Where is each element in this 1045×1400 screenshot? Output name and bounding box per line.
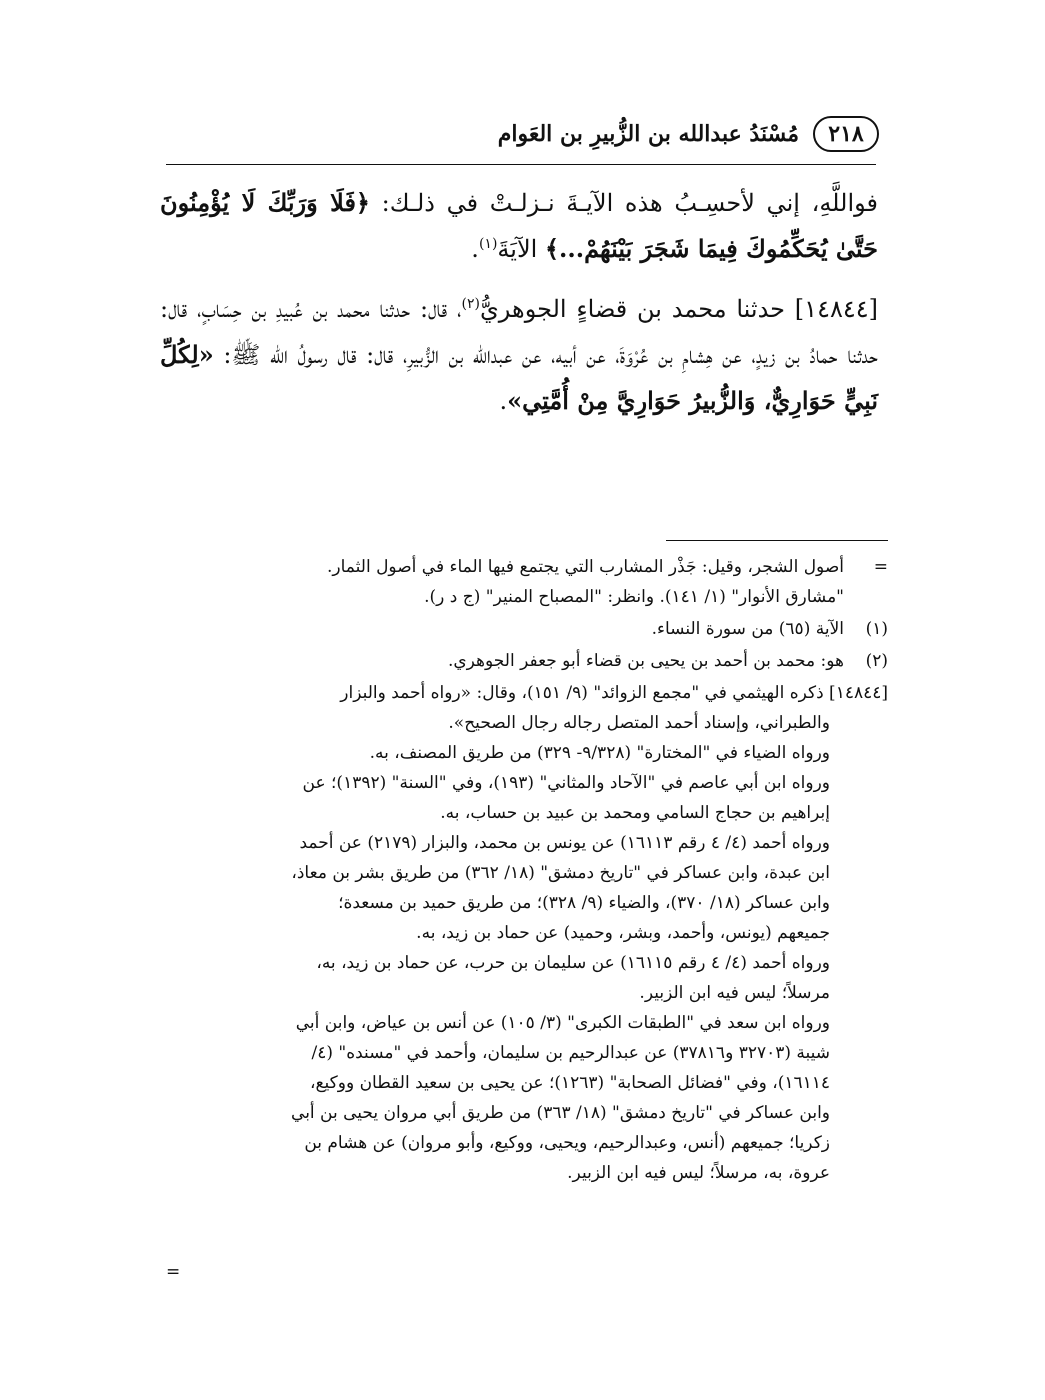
footnote-ref-1[interactable]: (١) [478,236,498,252]
paragraph-hadith [160,286,878,424]
footnote-line: مرسلاً؛ ليس فيه ابن الزبير. [639,983,830,1003]
verse-outro: الآيَةَ [497,235,545,263]
running-title: مُسْنَدُ عبدالله بن الزُّبيرِ بن العَوام [497,121,799,147]
page-number: ٢١٨ [828,121,864,147]
footnote-divider [666,540,888,541]
footnote-2-marker: (٢) [865,651,888,671]
footnote-line: ورواه أحمد (٤/ ٤ رقم ١٦١١٥) عن سليمان بن حرب، عن حماد بن زيد، به، [316,953,830,973]
footnote-1-marker: (١) [865,619,888,639]
footnotes [162,552,888,1188]
footnote-line: أصول الشجر، وقيل: جَذْر المشارب التي يجتمع فيها الماء في أصول الثمار. [327,557,844,577]
continuation-marker: = [873,557,888,577]
verse-intro: فواللَّهِ، إني لأحسِـبُ هذه الآيـةَ نـزلـتْ في ذلـك: [369,189,878,217]
footnote-2 [162,646,888,676]
footnote-1-text: الآية (٦٥) من سورة النساء. [651,619,844,639]
page-number-badge [813,116,879,152]
continuation-body [162,552,844,612]
footnote-line: ١٦١١٤)، وفي "فضائل الصحابة" (١٢٦٣)؛ عن يحيى بن سعيد القطان ووكيع، [309,1073,830,1093]
verse-end: . [471,235,479,263]
footnote-line: ورواه ابن سعد في "الطبقات الكبرى" (٣/ ١٠٥) عن أنس بن عياض، وابن أبي [295,1013,830,1033]
paragraph-verse [160,180,878,272]
hadith-end: . [499,387,508,415]
footnote-line: وابن عساكر في "تاريخ دمشق" (١٨/ ٣٦٣) من طريق أبي مروان يحيى بن أبي [291,1103,830,1123]
footnote-line: ورواه أحمد (٤/ ٤ رقم ١٦١١٣) عن يونس بن محمد، والبزار (٢١٧٩) عن أحمد [299,833,830,853]
footnote-line: شيبة (٣٢٧٠٣ و٣٧٨١٦) عن عبدالرحيم بن سليمان، وأحمد في "مسنده" (٤/ [311,1043,830,1063]
footnote-line: "مشارق الأنوار" (١/ ١٤١). وانظر: "المصباح المنير" (ج د ر). [424,587,844,607]
footnote-line: إبراهيم بن حجاج السامي ومحمد بن عبيد بن حساب، به. [440,803,830,823]
main-text [160,180,878,424]
hadith-chain-start: [١٤٨٤٤] حدثنا محمد بن قضاءٍ الجوهريُّ [480,295,878,323]
hadith-footnote [162,678,888,1188]
footnote-line: زكريا؛ جميعهم (أنس، وعبدالرحيم، ويحيى، ووكيع، وأبو مروان) عن هشام بن [304,1133,830,1153]
hadith-text: «لِكُلِّ نَبِيٍّ حَوَارِيٌّ، وَالزُّبيرُ حَوَارِيَّ مِنْ أُمَّتِي» [160,340,878,415]
footnote-continuation [162,552,888,612]
footnote-line: والطبراني، وإسناد أحمد المتصل رجاله رجال الصحيح». [448,713,830,733]
footnote-line: عروة، به، مرسلاً؛ ليس فيه ابن الزبير. [567,1163,830,1183]
footnote-line: ورواه ابن أبي عاصم في "الآحاد والمثاني" (١٩٣)، وفي "السنة" (١٣٩٢)؛ عن [302,773,830,793]
footnote-line: ورواه الضياء في "المختارة" (٩/٣٢٨- ٣٢٩) من طريق المصنف، به. [369,743,830,763]
footnote-line: وابن عساكر (١٨/ ٣٧٠)، والضياء (٩/ ٣٢٨)؛ من طريق حميد بن مسعدة؛ [338,893,830,913]
footnote-ref-2[interactable]: (٢) [461,296,481,312]
footnote-1 [162,614,888,644]
footnote-line: ابن عبدة، وابن عساكر في "تاريخ دمشق" (١٨/ ٣٦٢) من طريق بشر بن معاذ، [291,863,830,883]
header-divider [166,164,876,165]
quran-verse: ﴿فَلَا وَرَبِّكَ لَا يُؤْمِنُونَ حَتَّىٰ يُحَكِّمُوكَ فِيمَا شَجَرَ بَيْنَهُمْ...﴾ [160,188,878,263]
continues-marker: = [166,1262,181,1282]
footnote-line: جميعهم (يونس، وأحمد، وبشر، وحميد) عن حماد بن زيد، به. [416,923,830,943]
hadith-footnote-first-line: [١٤٨٤٤] ذكره الهيثمي في "مجمع الزوائد" (٩/ ١٥١)، وقال: «رواه أحمد والبزار [340,683,888,703]
page-header [169,112,879,156]
footnote-2-text: هو: محمد بن أحمد بن يحيى بن قضاء أبو جعفر الجوهري. [447,651,844,671]
hadith-chain: ، قال: حدثنا محمد بن عُبيدِ بن حِسَابٍ، قال: حدثنا حمادُ بن زيدٍ، عن هِشامِ بن عُرْوَةَ، عن أبيه، عن عبدالله بن الزُّبيرِ، قال: قال رسولُ الله ﷺ: [160,295,878,369]
